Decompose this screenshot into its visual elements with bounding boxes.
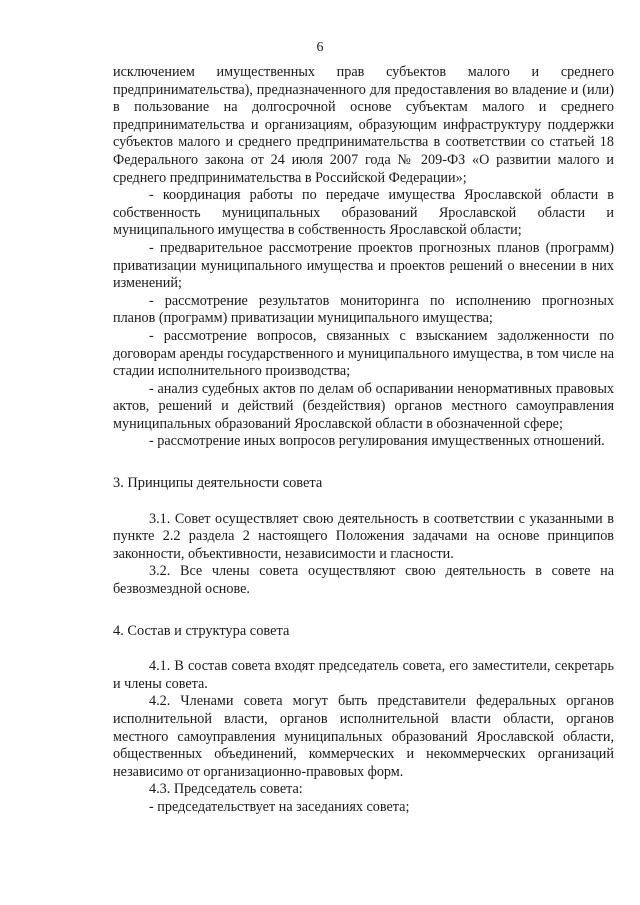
list-item: - рассмотрение результатов мониторинга по исполнению прогнозных планов (программ) приватизации муниципального имущества; xyxy=(113,292,614,327)
section-heading: 3. Принципы деятельности совета xyxy=(113,475,323,492)
list-item: - рассмотрение вопросов, связанных с взысканием задолженности по договорам аренды государственного и муниципального имущества, в том числе на стадии исполнительного производства; xyxy=(113,327,614,380)
section-heading: 4. Состав и структура совета xyxy=(113,622,290,639)
list-item: - рассмотрение иных вопросов регулирования имущественных отношений. xyxy=(149,433,605,450)
paragraph: - председательствует на заседаниях совета; xyxy=(149,798,410,815)
paragraph: 4.3. Председатель совета: xyxy=(149,781,303,798)
list-item: - координация работы по передаче имущества Ярославской области в собственность муниципальных образований Ярославской области и муниципального имущества в собственность Ярославской области; xyxy=(113,187,614,239)
paragraph: 4.2. Членами совета могут быть представители федеральных органов исполнительной власти, органов исполнительной власти области, органов местного самоуправления муниципальных образований Ярославской области, общественных объединений, коммерческих и некоммерческих организаций независимо от организационно-правовых форм. xyxy=(113,693,614,780)
paragraph: 3.2. Все члены совета осуществляют свою деятельность в совете на безвозмездной основе. xyxy=(113,563,614,598)
paragraph: 3.1. Совет осуществляет свою деятельность в соответствии с указанными в пункте 2.2 раздела 2 настоящего Положения задачами на основе принципов законности, объективности, независимости и гласности. xyxy=(113,510,614,562)
paragraph-continuation: исключением имущественных прав субъектов малого и среднего предпринимательства), предназначенного для предоставления во владение и (или) в пользование на долгосрочной основе субъектам малого и среднего предпринимательства и организациям, образующим инфраструктуру поддержки субъектов малого и среднего предпринимательства в соответствии со статьей 18 Федерального закона от 24 июля 2007 года № 209-ФЗ «О развитии малого и среднего предпринимательства в Российской Федерации»; xyxy=(113,64,614,186)
paragraph: 4.1. В состав совета входят председатель совета, его заместители, секретарь и члены совета. xyxy=(113,658,614,692)
document-body xyxy=(113,64,614,817)
list-item: - предварительное рассмотрение проектов прогнозных планов (программ) приватизации муниципального имущества и проектов решений о внесении в них изменений; xyxy=(113,239,614,292)
list-item: - анализ судебных актов по делам об оспаривании ненормативных правовых актов, решений и действий (бездействия) органов местного самоуправления муниципальных образований Ярославской области в обозначенной сфере; xyxy=(113,380,614,432)
page-number: 6 xyxy=(316,40,324,55)
